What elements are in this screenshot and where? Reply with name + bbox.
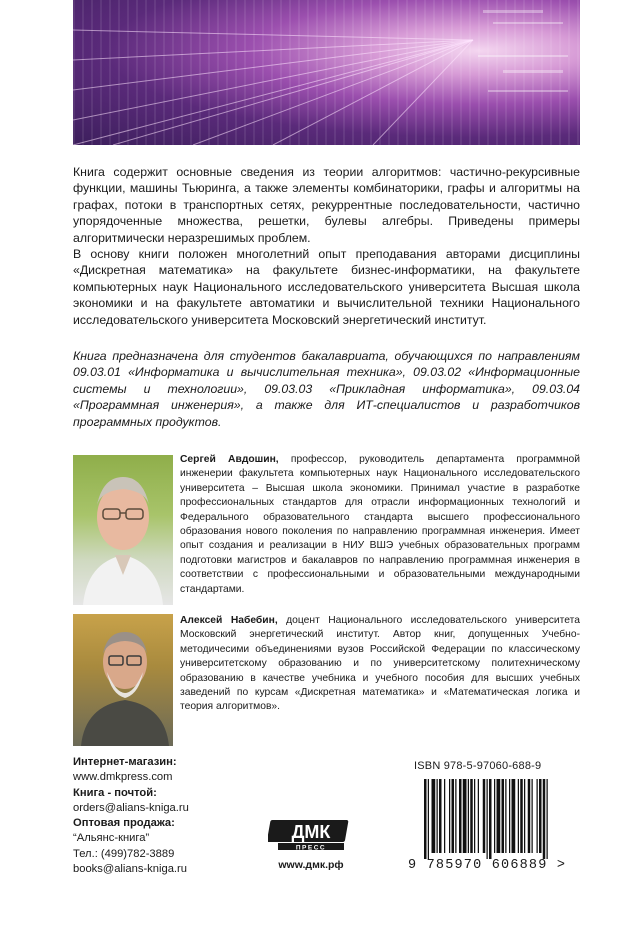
description-paragraph-2: В основу книги положен многолетний опыт преподавания авторами дисциплины «Дискретная математика» на факультете бизнес-информатики, на факультете компьютерных наук Национального исследовательского университета Высшая школа экономики и на факультете автоматики и вычислительной техники Национального исследовательского университета Московский энергетический институт. bbox=[73, 247, 580, 327]
mail-order-email[interactable]: orders@alians-kniga.ru bbox=[73, 801, 189, 814]
author-name: Алексей Набебин, bbox=[180, 615, 278, 626]
barcode-digits: 9 785970 606889 > bbox=[408, 858, 567, 873]
book-description bbox=[73, 164, 580, 328]
author-name: Сергей Авдошин, bbox=[180, 454, 279, 465]
author-bio-nabebin bbox=[180, 614, 580, 715]
author-photo-avdoshin bbox=[73, 455, 173, 605]
wholesale-company: “Альянс-книга” bbox=[73, 832, 150, 845]
publisher-logo bbox=[268, 812, 354, 870]
author-bio-text: профессор, руководитель департамента программной инженерии факультета компьютерных наук Национального исследовательского университета – Высшая школа экономики. Принимал участие в разработке профессиональных стандартов для отрасли информационных технологий и Федерального образовательного стандарта высшего профессионального образования нового поколения по направлению программная инженерия. Имеет опыт создания и реализации в НИУ ВШЭ учебных образовательных программ подготовки магистров и бакалавров по направлению программная инженерия в соответствии с профессиональными и образовательными международными стандартами. bbox=[180, 454, 580, 595]
target-audience: Книга предназначена для студентов бакалавриата, обучающихся по направлениям 09.03.01 «Информатика и вычислительная техника», 09.03.02 «Информационные системы и технологии», 09.03.03 «Прикладная информатика», 09.03.04 «Программная инженерия», а также для ИТ-специалистов и разработчиков программных продуктов. bbox=[73, 349, 580, 429]
internet-shop-label: Интернет-магазин: bbox=[73, 756, 177, 768]
wholesale-phone: Тел.: (499)782-3889 bbox=[73, 847, 175, 860]
publisher-url[interactable]: www.дмк.рф bbox=[278, 859, 344, 871]
wholesale-email[interactable]: books@alians-kniga.ru bbox=[73, 863, 187, 876]
mail-order-label: Книга - почтой: bbox=[73, 786, 157, 799]
author-photo-nabebin bbox=[73, 614, 173, 746]
wholesale-label: Оптовая продажа: bbox=[73, 817, 175, 830]
description-paragraph-1: Книга содержит основные сведения из теории алгоритмов: частично-рекурсивные функции, машины Тьюринга, а также элементы комбинаторики, графы и алгоритмы на графах, потоки в транспортных сетях, рекуррентные последовательности, частично упорядоченные множества, решетки, булевы алгебры. Приведены примеры алгоритмически неразрешимых проблем. bbox=[73, 165, 580, 245]
logo-sub: ПРЕСС bbox=[295, 844, 327, 852]
author-bio-avdoshin bbox=[180, 453, 580, 597]
internet-shop-url[interactable]: www.dmkpress.com bbox=[73, 771, 173, 784]
author-bio-text: доцент Национального исследовательского университета Московский энергетический институт. Автор книг, допущенных Учебно-методичесими объединениями вузов Российской Федерации по классическому университетскому образованию и по университетскому политехническому образованию в качестве учебника и учебного пособия для высших учебных заведений по курсам «Дискретная математика» и «Математическая логика и теория алгоритмов». bbox=[180, 615, 580, 713]
purchase-info bbox=[73, 755, 263, 877]
dmk-logo-icon bbox=[268, 812, 354, 852]
logo-letters: ДМК bbox=[291, 822, 331, 842]
cover-banner-image bbox=[73, 0, 580, 145]
isbn-label: ISBN 978-5-97060-688-9 bbox=[414, 760, 542, 772]
